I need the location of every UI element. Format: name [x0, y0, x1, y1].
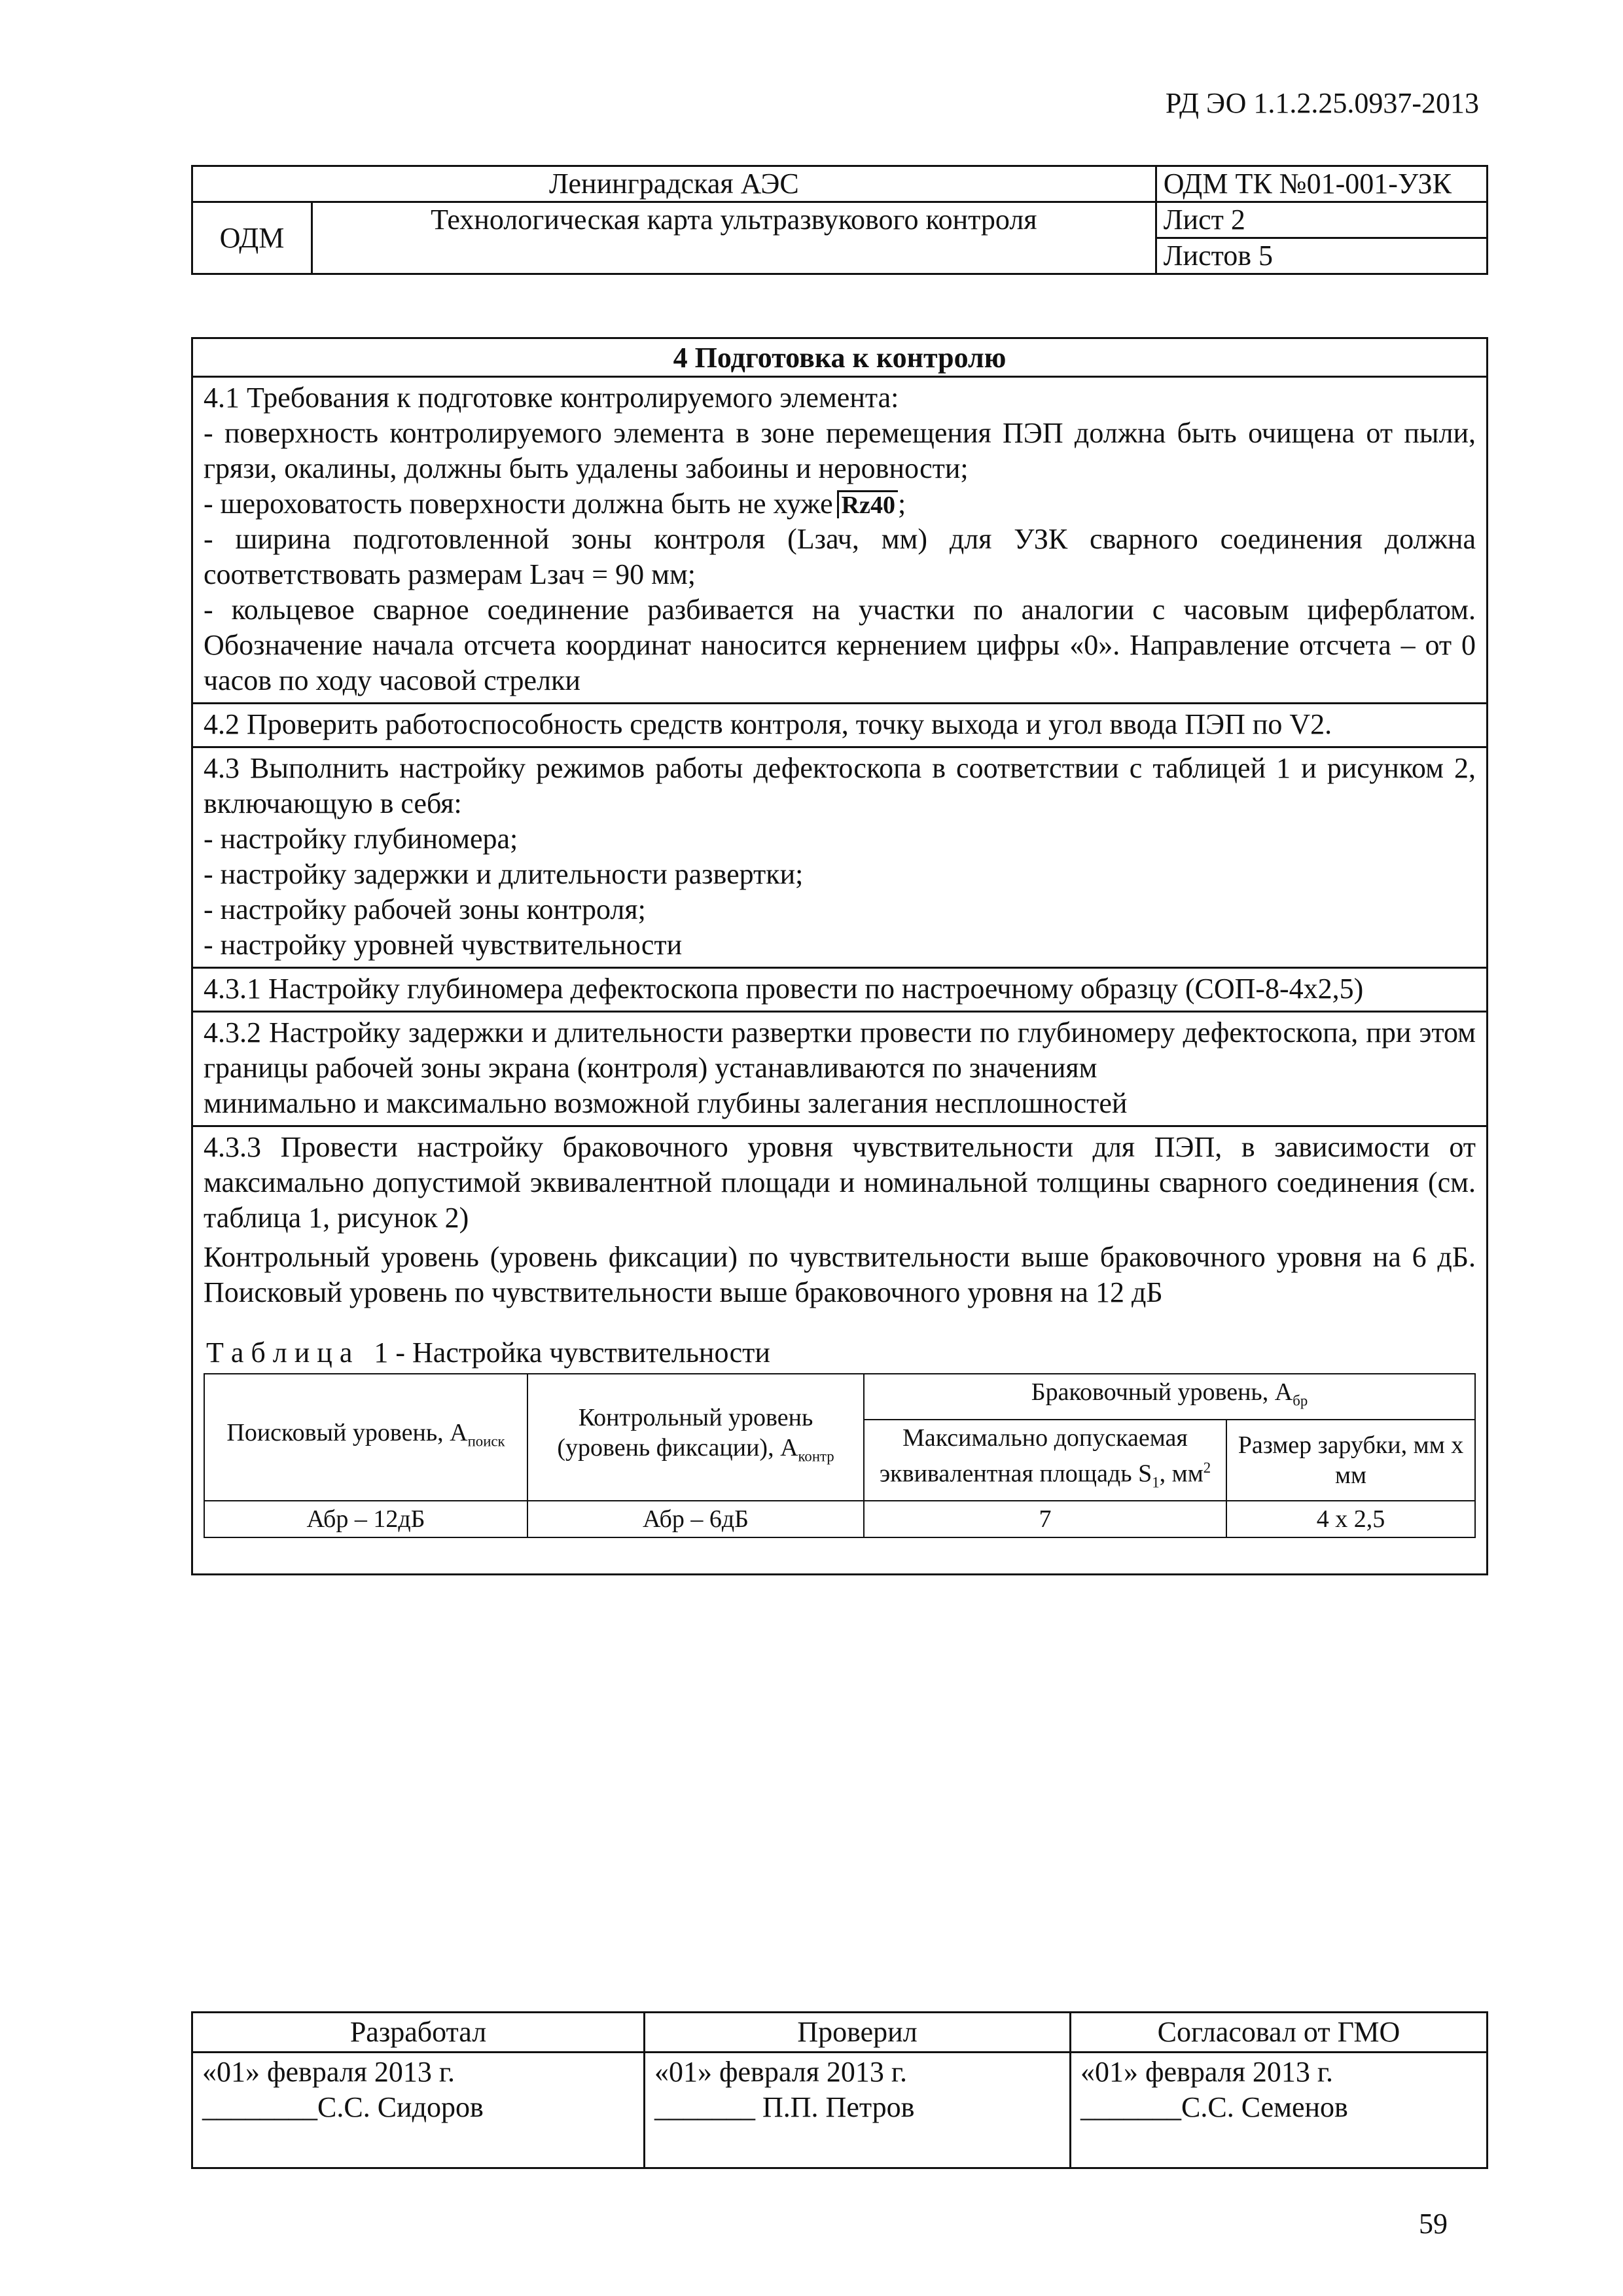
item-4-3-1: 4.3.1 Настройку глубиномера дефектоскопа провести по настроечному образцу (СОП-8-4х2,5) [192, 968, 1488, 1012]
signature-table [191, 2011, 1488, 2169]
item-4-3-title: 4.3 Выполнить настройку режимов работы дефектоскопа в соответствии с таблицей 1 и рисунком 2, включающую в себя: [204, 752, 1476, 819]
roughness-symbol: Rz40 [837, 490, 898, 518]
item-4-1-title: 4.1 Требования к подготовке контролируемого элемента: [204, 382, 899, 414]
section-title: 4 Подготовка к контролю [192, 338, 1488, 377]
item-4-1-clock-face: - кольцевое сварное соединение разбивается на участки по аналогии с часовым циферблатом. Обозначение начала отсчета координат наносится кернением цифры «0». Направление отсчета – от 0 часов по ходу часовой стрелки [204, 594, 1476, 696]
developed-date: «01» февраля 2013 г. [202, 2056, 455, 2088]
table-1-caption: Т а б л и ц а 1 - Настройка чувствительности [206, 1336, 770, 1369]
agreed-date: «01» февраля 2013 г. [1080, 2056, 1334, 2088]
agreed-by-header: Согласовал от ГМО [1071, 2013, 1488, 2053]
table-cell: Абр – 6дБ [527, 1501, 864, 1537]
developed-name: ________С.С. Сидоров [202, 2091, 484, 2123]
item-4-2: 4.2 Проверить работоспособность средств контроля, точку выхода и угол ввода ПЭП по V2. [192, 704, 1488, 747]
developed-by-header: Разработал [192, 2013, 645, 2053]
agreed-by-cell [1071, 2053, 1488, 2168]
item-4-1-roughness: - шероховатость поверхности должна быть не хуже Rz40; [204, 488, 906, 520]
header-control-level: Контрольный уровень (уровень фиксации), $А_{контр}$ [527, 1374, 864, 1501]
item-4-3-sensitivity: - настройку уровней чувствительности [204, 929, 683, 961]
plant-name: Ленинградская АЭС [192, 166, 1156, 202]
header-search-level: Поисковый уровень, $А_{поиск}$ [204, 1374, 527, 1501]
header-max-area: Максимально допускаемая эквивалентная площадь $S_1$, $мм^2$ [864, 1420, 1226, 1501]
header-table [191, 165, 1488, 275]
checked-name: _______ П.П. Петров [654, 2091, 915, 2123]
item-4-3-zone: - настройку рабочей зоны контроля; [204, 893, 646, 925]
item-4-3 [192, 747, 1488, 968]
agreed-name: _______С.С. Семенов [1080, 2091, 1348, 2123]
table-cell: 4 х 2,5 [1226, 1501, 1475, 1537]
item-4-3-depth: - настройку глубиномера; [204, 823, 518, 855]
sheet-number: Лист 2 [1156, 202, 1487, 238]
item-4-3-3: 4.3.3 Провести настройку браковочного уровня чувствительности для ПЭП, в зависимости от максимально допустимой эквивалентной площади и номинальной толщины сварного соединения (см. таблица 1, рисунок 2) Контрольный уровень (уровень фиксации) по чувствительности выше браковочного уровня на 6 дБ. Поисковый уровень по чувствительности выше браковочного уровня на 12 дБ Т а б л и ц а 1 - Настройка чувствительности Поисковый уровень, $А_{поиск}$ Контрольный уровень (уровень фиксации), $А_{контр}$ Браковочный уровень, $А_{бр}$ Максимально допускаемая эквивалентная площадь $S_1$, $мм^2$ Размер зарубки, мм х мм Абр – 12дБ Абр – 6дБ 7 4 х 2,5 [192, 1126, 1488, 1575]
checked-date: «01» февраля 2013 г. [654, 2056, 908, 2088]
odm-tk-number: ОДМ ТК №01-001-УЗК [1156, 166, 1487, 202]
table-cell: 7 [864, 1501, 1226, 1537]
item-4-1 [192, 377, 1488, 704]
page-number: 59 [1419, 2208, 1448, 2240]
developed-by-cell [192, 2053, 645, 2168]
table-cell: Абр – 12дБ [204, 1501, 527, 1537]
table-1-sensitivity [204, 1373, 1476, 1538]
header-reject-level: Браковочный уровень, $А_{бр}$ [864, 1374, 1475, 1420]
sheets-total: Листов 5 [1156, 238, 1487, 274]
odm-label: ОДМ [192, 202, 312, 274]
document-title: Технологическая карта ультразвукового контроля [312, 202, 1156, 274]
item-4-3-sweep: - настройку задержки и длительности развертки; [204, 858, 804, 890]
document-code: РД ЭО 1.1.2.25.0937-2013 [1165, 87, 1479, 119]
item-4-3-2: 4.3.2 Настройку задержки и длительности развертки провести по глубиномеру дефектоскопа, при этом границы рабочей зоны экрана (контроля) устанавливаются по значениям минимально и максимально возможной глубины залегания несплошностей [192, 1012, 1488, 1126]
item-4-3-3-levels: Контрольный уровень (уровень фиксации) по чувствительности выше браковочного уровня на 6 дБ. Поисковый уровень по чувствительности выше браковочного уровня на 12 дБ [204, 1241, 1476, 1308]
header-notch-size: Размер зарубки, мм х мм [1226, 1420, 1475, 1501]
checked-by-cell [645, 2053, 1071, 2168]
preparation-table [191, 337, 1488, 1575]
item-4-1-surface: - поверхность контролируемого элемента в зоне перемещения ПЭП должна быть очищена от пыли, грязи, окалины, должны быть удалены забоины и неровности; [204, 417, 1476, 484]
item-4-3-2-depth-note: минимально и максимально возможной глубины залегания несплошностей [204, 1087, 1128, 1119]
item-4-1-zone-width: - ширина подготовленной зоны контроля (Lзач, мм) для УЗК сварного соединения должна соответствовать размерам Lзач = 90 мм; [204, 523, 1476, 590]
checked-by-header: Проверил [645, 2013, 1071, 2053]
